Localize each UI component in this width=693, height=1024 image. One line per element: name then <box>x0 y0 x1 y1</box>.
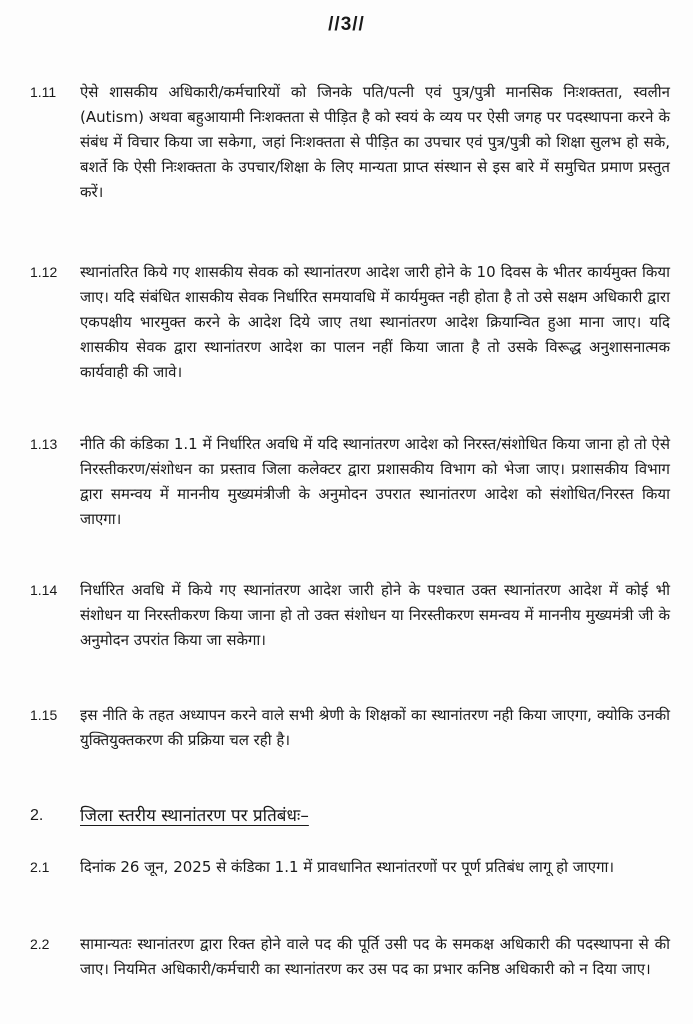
page-number: //3// <box>328 14 365 35</box>
clause-text: स्थानांतरित किये गए शासकीय सेवक को स्थानांतरण आदेश जारी होने के 10 दिवस के भीतर कार्यमुक्त किया जाए। यदि संबंधित शासकीय सेवक निर्धारित समयावधि में कार्यमुक्त नही होता है तो उसे सक्षम अधिकारी द्वारा एकपक्षीय भारमुक्त करने के आदेश दिये जाए तथा स्थानांतरण आदेश क्रियान्वित हुआ माना जाए। यदि शासकीय सेवक द्वारा स्थानांतरण आदेश का पालन नहीं किया जाता है तो उसके विरूद्ध अनुशासनात्मक कार्यवाही की जावे। <box>80 263 670 381</box>
clause-number: 1.13 <box>30 436 58 452</box>
clause-number: 1.14 <box>30 582 58 598</box>
clause-text: दिनांक 26 जून, 2025 से कंडिका 1.1 में प्रावधानित स्थानांतरणों पर पूर्ण प्रतिबंध लागू हो जाएगा। <box>80 858 615 876</box>
clause-1-13 <box>30 432 670 532</box>
clause-number: 1.12 <box>30 264 58 280</box>
clause-1-14 <box>30 578 670 653</box>
clause-1-15 <box>30 703 670 753</box>
clause-2-1 <box>30 855 670 880</box>
clause-text: सामान्यतः स्थानांतरण द्वारा रिक्त होने वाले पद की पूर्ति उसी पद के समकक्ष अधिकारी की पदस्थापना से की जाए। नियमित अधिकारी/कर्मचारी का स्थानांतरण कर उस पद का प्रभार कनिष्ठ अधिकारी को न दिया जाए। <box>80 935 670 978</box>
clause-1-11 <box>30 80 670 205</box>
clause-text: निर्धारित अवधि में किये गए स्थानांतरण आदेश जारी होने के पश्चात उक्त स्थानांतरण आदेश में कोई भी संशोधन या निरस्तीकरण किया जाना हो तो उक्त संशोधन या निरस्तीकरण समन्वय में माननीय मुख्यमंत्री जी के अनुमोदन उपरांत किया जा सकेगा। <box>80 581 670 649</box>
clause-number: 1.11 <box>30 84 57 100</box>
clause-number: 2.1 <box>30 859 50 875</box>
clause-number: 1.15 <box>30 707 58 723</box>
clause-text: इस नीति के तहत अध्यापन करने वाले सभी श्रेणी के शिक्षकों का स्थानांतरण नही किया जाएगा, क्योकि उनकी युक्तियुक्तकरण की प्रक्रिया चल रही है। <box>80 706 670 749</box>
clause-text: ऐसे शासकीय अधिकारी/कर्मचारियों को जिनके पति/पत्नी एवं पुत्र/पुत्री मानसिक निःशक्तता, स्वलीन (Autism) अथवा बहुआयामी निःशक्तता से पीड़ित है को स्वयं के व्यय पर ऐसी जगह पर पदस्थापना करने के संबंध में विचार किया जा सकेगा, जहां निःशक्तता से पीड़ित का उपचार एवं पुत्र/पुत्री को शिक्षा सुलभ हो सके, बशर्ते कि ऐसी निःशक्तता के उपचार/शिक्षा के लिए मान्यता प्राप्त संस्थान से इस बारे में समुचित प्रमाण प्रस्तुत करें। <box>80 83 670 201</box>
clause-text: नीति की कंडिका 1.1 में निर्धारित अवधि में यदि स्थानांतरण आदेश को निरस्त/संशोधित किया जाना हो तो ऐसे निरस्तीकरण/संशोधन का प्रस्ताव जिला कलेक्टर द्वारा प्रशासकीय विभाग को भेजा जाए। प्रशासकीय विभाग द्वारा समन्वय में माननीय मुख्यमंत्रीजी के अनुमोदन उपरात स्थानांतरण आदेश को संशोधित/निरस्त किया जाएगा। <box>80 435 670 528</box>
section-title: जिला स्तरीय स्थानांतरण पर प्रतिबंधः– <box>80 806 309 826</box>
clause-1-12 <box>30 260 670 385</box>
clause-2-2 <box>30 932 670 982</box>
clause-number: 2.2 <box>30 936 50 952</box>
section-number: 2. <box>30 807 44 824</box>
section-heading <box>30 802 670 830</box>
